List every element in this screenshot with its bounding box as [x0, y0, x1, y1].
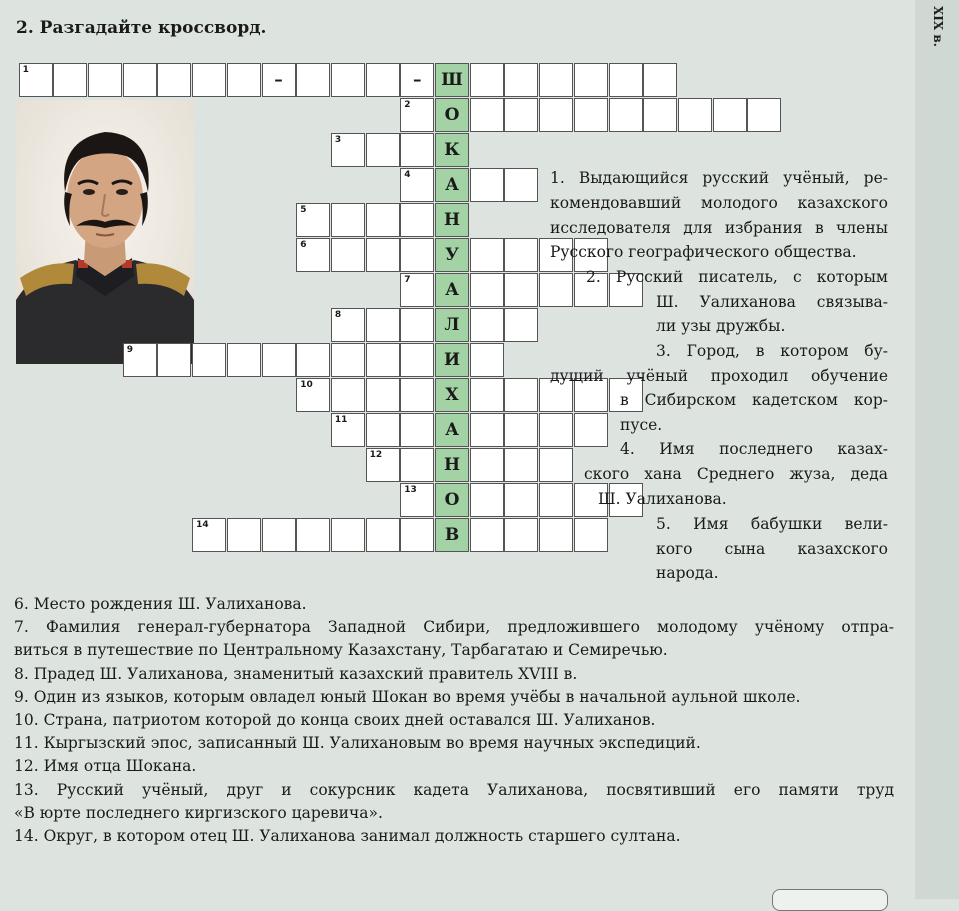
crossword-cell[interactable] [331, 238, 365, 272]
bottom-clue-line: 8. Прадед Ш. Уалиханова, знаменитый казахский правитель XVIII в. [14, 664, 578, 683]
side-clue-line: Ш. Уалиханова. [598, 490, 727, 508]
keyword-cell[interactable] [435, 98, 469, 132]
crossword-cell[interactable] [296, 203, 330, 237]
crossword-cell[interactable] [539, 518, 573, 552]
keyword-letter: О [444, 104, 460, 125]
crossword-cell[interactable] [296, 238, 330, 272]
side-clue-line: ли узы дружбы. [656, 317, 786, 335]
crossword-cell[interactable] [539, 448, 573, 482]
crossword-cell[interactable] [400, 378, 434, 412]
keyword-letter: И [443, 349, 461, 370]
crossword-cell[interactable] [227, 63, 261, 97]
clue-number: 7 [404, 274, 411, 285]
bottom-clue-line: 12. Имя отца Шокана. [14, 757, 197, 776]
keyword-letter: Ш [441, 69, 463, 90]
crossword-cell[interactable] [504, 483, 538, 517]
crossword-cell[interactable] [713, 98, 747, 132]
crossword-cell[interactable] [470, 63, 504, 97]
keyword-cell[interactable] [435, 273, 469, 307]
bottom-clues [14, 593, 894, 848]
crossword-cell[interactable] [400, 98, 434, 132]
keyword-letter: У [445, 244, 459, 265]
keyword-letter: В [444, 524, 460, 545]
keyword-cell[interactable] [435, 518, 469, 552]
keyword-cell[interactable] [435, 203, 469, 237]
keyword-cell[interactable] [435, 308, 469, 342]
crossword-cell[interactable] [504, 448, 538, 482]
crossword-cell[interactable] [470, 483, 504, 517]
crossword-cell[interactable] [504, 518, 538, 552]
keyword-cell[interactable] [435, 448, 469, 482]
chapter-side-tab [915, 0, 959, 899]
clue-number: 9 [126, 344, 133, 355]
keyword-cell[interactable] [435, 133, 469, 167]
bottom-clue-line: виться в путешествие по Центральному Казахстану, Тарбагатаю и Семиречью. [14, 641, 668, 660]
bottom-clue-line: «В юрте последнего киргизского царевича». [14, 803, 383, 822]
crossword-cell[interactable] [366, 448, 400, 482]
crossword-cell[interactable] [296, 518, 330, 552]
crossword-cell[interactable] [504, 378, 538, 412]
crossword-cell[interactable] [19, 63, 53, 97]
crossword-cell[interactable] [470, 378, 504, 412]
clue-number: 5 [300, 204, 307, 215]
side-clue-line: дущий учёный проходил обучение [550, 367, 888, 385]
crossword-cell[interactable] [331, 63, 365, 97]
crossword-cell[interactable] [470, 413, 504, 447]
crossword-cell[interactable] [331, 343, 365, 377]
crossword-cell[interactable] [53, 63, 87, 97]
crossword-cell[interactable] [192, 63, 226, 97]
crossword-cell[interactable] [400, 483, 434, 517]
crossword-cell[interactable] [366, 308, 400, 342]
crossword-cell[interactable] [192, 343, 226, 377]
crossword-cell[interactable] [400, 203, 434, 237]
crossword-cell[interactable] [400, 168, 434, 202]
crossword-cell[interactable] [678, 98, 712, 132]
keyword-cell[interactable] [435, 413, 469, 447]
crossword-cell[interactable] [331, 413, 365, 447]
crossword-cell[interactable] [504, 168, 538, 202]
side-clue-line: комендовавший молодого казахского [550, 194, 888, 212]
crossword-cell[interactable] [470, 343, 504, 377]
side-clue-line: 5. Имя бабушки вели- [656, 515, 888, 533]
keyword-letter: О [444, 489, 460, 510]
side-clue-line: 1. Выдающийся русский учёный, ре- [550, 169, 888, 187]
crossword-cell[interactable] [539, 63, 573, 97]
crossword-cell[interactable] [366, 238, 400, 272]
crossword-cell[interactable] [331, 378, 365, 412]
keyword-letter: Н [443, 454, 461, 475]
crossword-cell[interactable] [331, 133, 365, 167]
crossword-cell[interactable] [747, 98, 781, 132]
crossword-cell[interactable] [574, 518, 608, 552]
clue-number: 6 [300, 239, 307, 250]
clue-number: 11 [334, 414, 348, 425]
keyword-letter: А [445, 419, 459, 440]
keyword-letter: А [445, 279, 459, 300]
crossword-cell[interactable] [609, 63, 643, 97]
keyword-letter: Л [444, 314, 460, 335]
crossword-cell[interactable] [331, 518, 365, 552]
bottom-clue-line: 7. Фамилия генерал-губернатора Западной Сибири, предложившего молодому учёному отпра- [14, 618, 894, 637]
page-number-tab [772, 889, 888, 911]
hyphen-mark: – [413, 69, 422, 90]
crossword-cell[interactable] [400, 238, 434, 272]
crossword-cell[interactable] [470, 238, 504, 272]
crossword-cell[interactable] [539, 273, 573, 307]
side-clue-line: народа. [656, 564, 719, 582]
crossword-cell[interactable] [157, 63, 191, 97]
side-clue-line: 4. Имя последнего казах- [620, 440, 888, 458]
hyphen-mark: – [274, 69, 283, 90]
side-clue-line: кого сына казахского [656, 540, 888, 558]
side-clue-line: Ш. Уалиханова связыва- [656, 293, 888, 311]
crossword-cell[interactable] [504, 273, 538, 307]
clue-number: 13 [404, 484, 417, 495]
crossword-cell[interactable] [262, 63, 296, 97]
clue-number: 1 [22, 64, 29, 75]
portrait-illustration [16, 100, 194, 364]
crossword-cell[interactable] [470, 273, 504, 307]
crossword-cell[interactable] [331, 308, 365, 342]
crossword-cell[interactable] [366, 378, 400, 412]
crossword-cell[interactable] [470, 308, 504, 342]
clue-number: 4 [404, 169, 411, 180]
bottom-clue-line: 6. Место рождения Ш. Уалиханова. [14, 595, 307, 613]
crossword-cell[interactable] [331, 203, 365, 237]
clue-number: 12 [369, 449, 383, 460]
crossword-cell[interactable] [574, 98, 608, 132]
crossword-cell[interactable] [366, 203, 400, 237]
crossword-cell[interactable] [296, 63, 330, 97]
keyword-letter: Н [443, 209, 461, 230]
crossword-cell[interactable] [123, 343, 157, 377]
clue-number: 3 [334, 134, 342, 145]
crossword-cell[interactable] [88, 63, 122, 97]
crossword-cell[interactable] [227, 518, 261, 552]
crossword-cell[interactable] [574, 63, 608, 97]
keyword-cell[interactable] [435, 168, 469, 202]
crossword-cell[interactable] [400, 343, 434, 377]
crossword-cell[interactable] [400, 133, 434, 167]
crossword-cell[interactable] [504, 238, 538, 272]
clue-number: 14 [196, 519, 209, 530]
keyword-cell[interactable] [435, 378, 469, 412]
side-clue-line: исследователя для избрания в члены [550, 219, 888, 237]
keyword-cell[interactable] [435, 238, 469, 272]
crossword-cell[interactable] [470, 448, 504, 482]
side-clue-line: 2. Русский писатель, с которым [586, 268, 888, 286]
clue-number: 8 [334, 309, 342, 320]
crossword-cell[interactable] [366, 413, 400, 447]
side-clue-line: ского хана Среднего жуза, деда [584, 465, 888, 483]
clue-number: 2 [404, 99, 411, 110]
keyword-letter: А [445, 174, 459, 195]
side-clue-line: в Сибирском кадетском кор- [620, 391, 888, 409]
crossword-cell[interactable] [262, 518, 296, 552]
keyword-cell[interactable] [435, 483, 469, 517]
crossword-cell[interactable] [262, 343, 296, 377]
side-clue-line: пусе. [620, 416, 663, 434]
crossword-cell[interactable] [643, 98, 677, 132]
crossword-cell[interactable] [539, 413, 573, 447]
crossword-cell[interactable] [504, 63, 538, 97]
keyword-cell[interactable] [435, 63, 469, 97]
keyword-letter: К [444, 139, 460, 160]
crossword-cell[interactable] [470, 518, 504, 552]
crossword-cell[interactable] [400, 518, 434, 552]
crossword-cell[interactable] [366, 63, 400, 97]
bottom-clue-line: 11. Кыргызский эпос, записанный Ш. Уалихановым во время научных экспедиций. [14, 734, 701, 753]
crossword-cell[interactable] [400, 63, 434, 97]
crossword-cell[interactable] [400, 413, 434, 447]
crossword-cell[interactable] [192, 518, 226, 552]
crossword-cell[interactable] [539, 483, 573, 517]
bottom-clue-line: 9. Один из языков, которым овладел юный Шокан во время учёбы в начальной аульной школе. [14, 687, 801, 706]
bottom-clue-line: 14. Округ, в котором отец Ш. Уалиханова занимал должность старшего султана. [14, 827, 681, 846]
exercise-heading: 2. Разгадайте кроссворд. [16, 18, 267, 38]
crossword-cell[interactable] [574, 413, 608, 447]
crossword-cell[interactable] [366, 343, 400, 377]
side-clue-line: Русского географического общества. [550, 243, 857, 261]
crossword-cell[interactable] [400, 308, 434, 342]
crossword-cell[interactable] [609, 98, 643, 132]
crossword-cell[interactable] [539, 98, 573, 132]
crossword-cell[interactable] [470, 98, 504, 132]
crossword-cell[interactable] [296, 378, 330, 412]
crossword-cell[interactable] [643, 63, 677, 97]
crossword-cell[interactable] [470, 168, 504, 202]
crossword-cell[interactable] [123, 63, 157, 97]
crossword-cell[interactable] [227, 343, 261, 377]
crossword-cell[interactable] [366, 133, 400, 167]
keyword-cell[interactable] [435, 343, 469, 377]
crossword-cell[interactable] [504, 308, 538, 342]
bottom-clue-line: 10. Страна, патриотом которой до конца своих дней оставался Ш. Уалиханов. [14, 711, 656, 730]
chapter-side-tab-label: XIX в. [931, 6, 945, 47]
bottom-clue-line: 13. Русский учёный, друг и сокурсник кадета Уалиханова, посвятивший его памяти труд [14, 780, 894, 799]
crossword-cell[interactable] [504, 98, 538, 132]
crossword-cell[interactable] [400, 273, 434, 307]
crossword-cell[interactable] [504, 413, 538, 447]
clue-number: 10 [300, 379, 313, 390]
crossword-cell[interactable] [400, 448, 434, 482]
crossword-cell[interactable] [157, 343, 191, 377]
crossword-cell[interactable] [366, 518, 400, 552]
side-clue-line: 3. Город, в котором бу- [656, 342, 888, 360]
crossword-cell[interactable] [296, 343, 330, 377]
keyword-letter: Х [445, 384, 459, 405]
